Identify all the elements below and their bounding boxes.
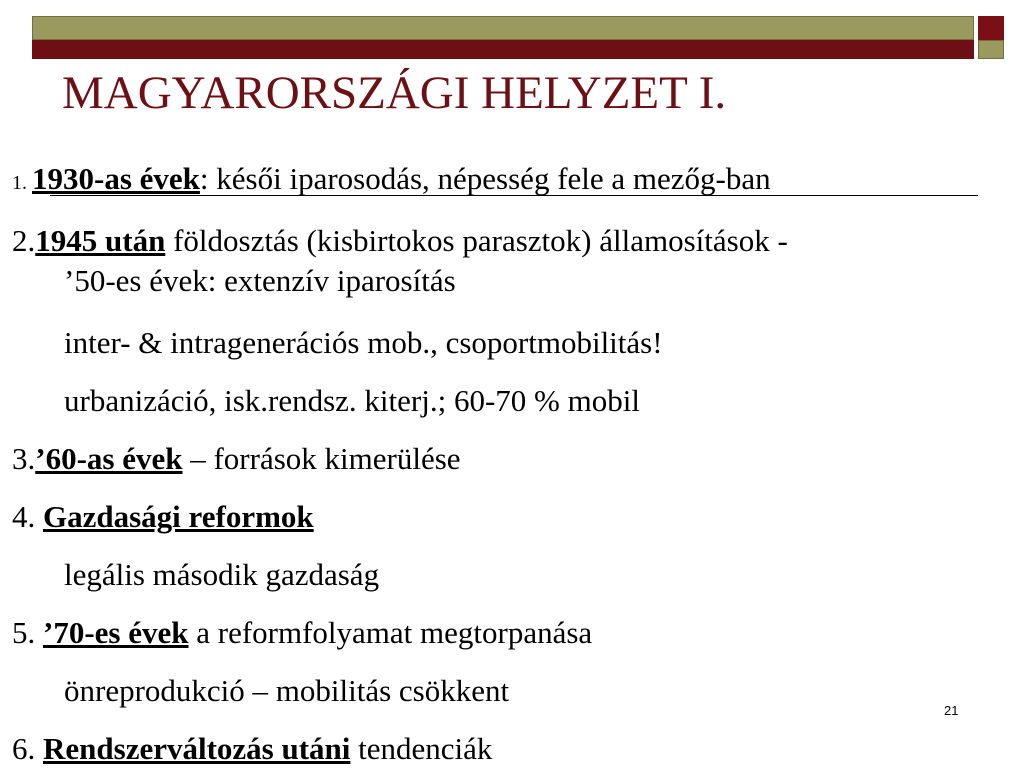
- corner-square-olive: [978, 40, 1004, 59]
- item-number: 1.: [12, 172, 32, 194]
- list-subitem: urbanizáció, isk.rendsz. kiterj.; 60-70 % mobil: [64, 383, 640, 418]
- list-item-2-continuation: ’50-es évek: extenzív iparosítás: [64, 263, 456, 298]
- list-item-6: [12, 720, 1012, 768]
- list-item-1: [12, 150, 1012, 212]
- item-number: 4.: [12, 499, 43, 534]
- corner-square-maroon: [978, 16, 1004, 40]
- list-item-4: [12, 488, 1012, 546]
- item-text: tendenciák: [350, 731, 493, 766]
- list-item-3: [12, 430, 1012, 488]
- item-text: : késői iparosodás, népesség fele a mezőg-ban: [199, 161, 771, 196]
- list-subitem: önreprodukció – mobilitás csökkent: [64, 673, 510, 708]
- header-bar-maroon: [32, 40, 974, 59]
- slide-body: [12, 150, 1012, 768]
- page-number: 21: [944, 703, 959, 718]
- item-number: 3.: [12, 441, 36, 476]
- item-text: – források kimerülése: [182, 441, 461, 476]
- list-subitem: inter- & intragenerációs mob., csoportmobilitás!: [64, 325, 663, 360]
- item-number: 5.: [12, 615, 43, 650]
- header-bar-olive: [32, 16, 974, 40]
- slide-title: MAGYARORSZÁGI HELYZET I.: [62, 67, 727, 119]
- item-keyword: Gazdasági reformok: [43, 499, 314, 534]
- item-keyword: 1930-as évek: [32, 161, 200, 196]
- item-number: 2.: [12, 223, 36, 258]
- list-subitem: legális második gazdaság: [64, 557, 380, 592]
- list-item-5: [12, 604, 1012, 662]
- item-text: a reformfolyamat megtorpanása: [188, 615, 593, 650]
- item-number: 6.: [12, 731, 43, 766]
- item-keyword: ’60-as évek: [35, 441, 183, 476]
- item-keyword: 1945 után: [35, 223, 166, 258]
- item-keyword: Rendszerváltozás utáni: [43, 731, 351, 766]
- item-keyword: ’70-es évek: [43, 615, 189, 650]
- item-text: földosztás (kisbirtokos parasztok) államosítások -: [165, 223, 788, 258]
